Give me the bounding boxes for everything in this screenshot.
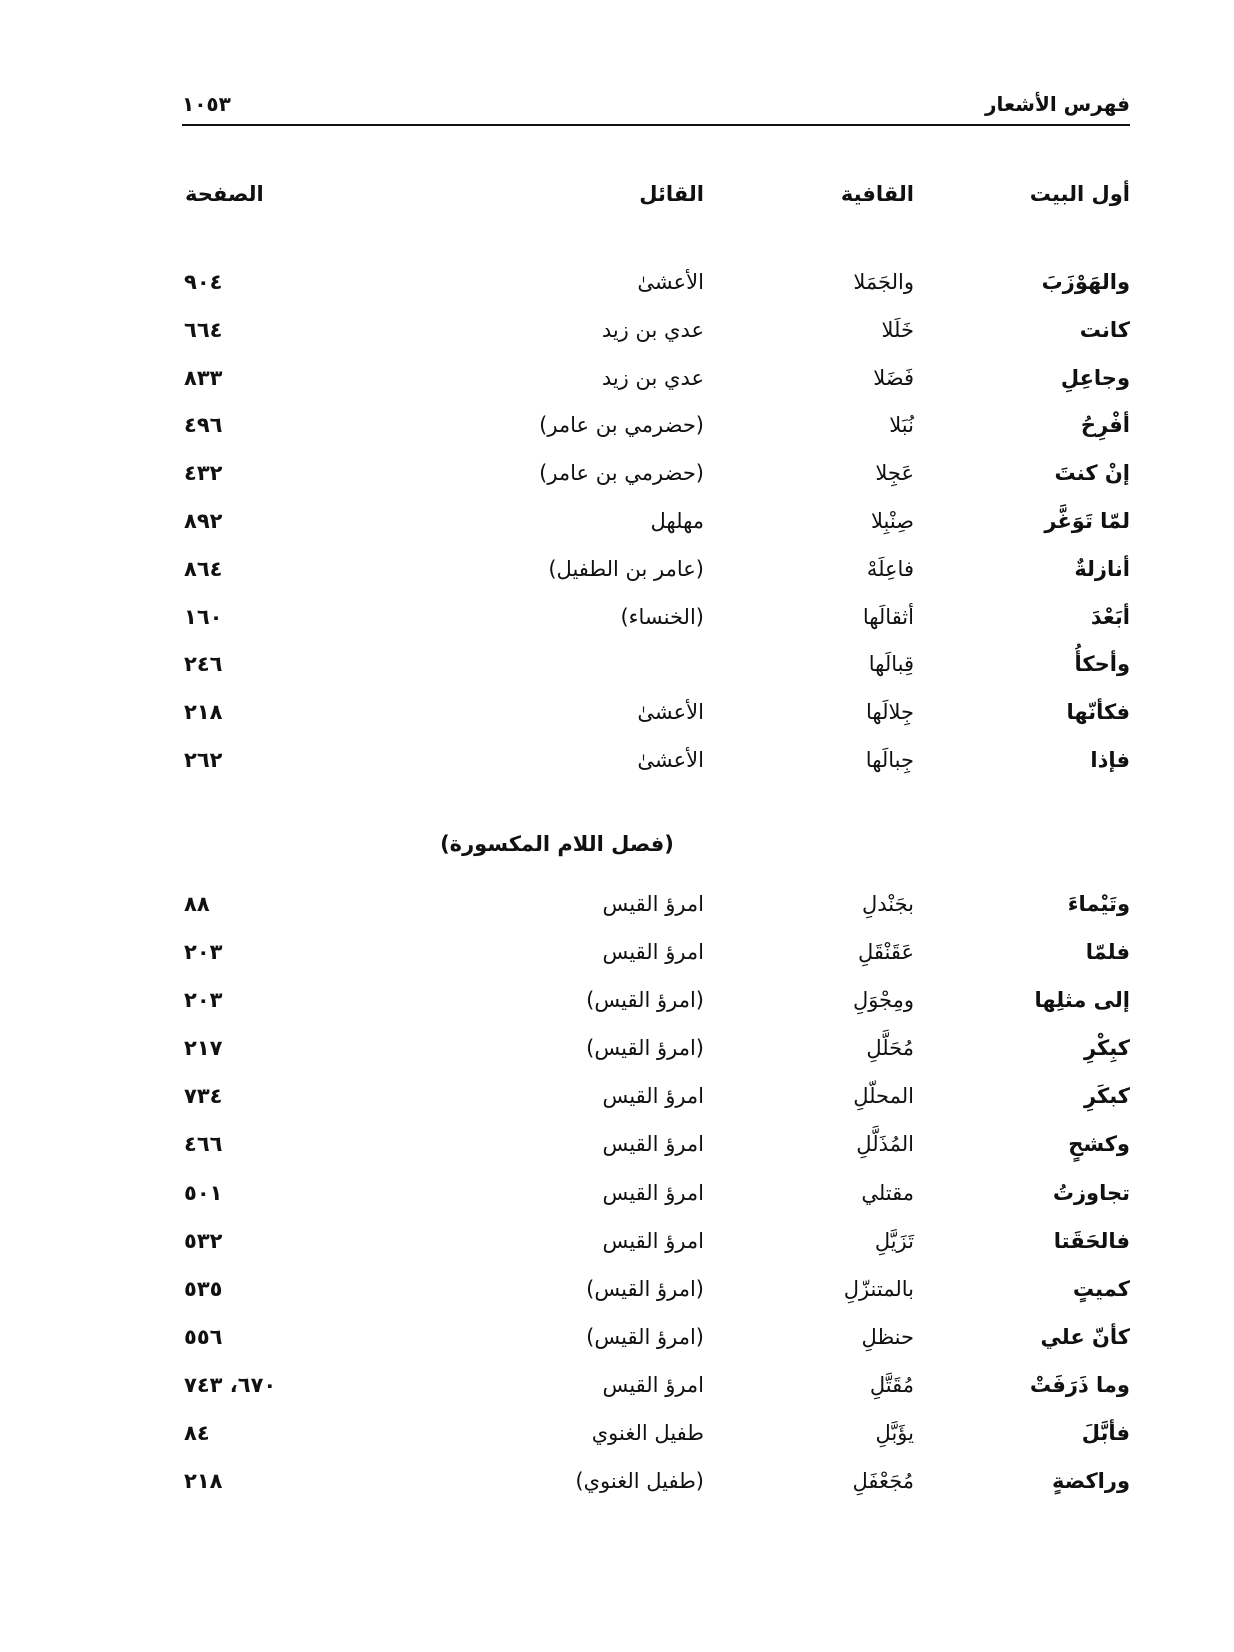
column-header-poet: القائل bbox=[639, 182, 704, 206]
poet-name: الأعشىٰ bbox=[637, 700, 704, 725]
first-word: كأنّ علي bbox=[1040, 1324, 1130, 1349]
first-word: وأحكأُ bbox=[1074, 652, 1130, 677]
column-header-page: الصفحة bbox=[185, 182, 264, 206]
rhyme-word: ومِجْوَلِ bbox=[852, 988, 914, 1013]
rhyme-word: قِبالَها bbox=[868, 652, 914, 677]
rhyme-word: حنظلِ bbox=[861, 1324, 914, 1349]
rhyme-word: فاعِلَهْ bbox=[866, 556, 914, 581]
first-word: أفْرِحُ bbox=[1080, 413, 1130, 438]
rhyme-word: المُذَلَّلِ bbox=[856, 1132, 914, 1157]
table-row bbox=[0, 652, 1234, 700]
page-ref: ٢٦٢ bbox=[184, 747, 223, 772]
poet-name: عدي بن زيد bbox=[601, 365, 704, 390]
verse-list-lam-mansuba bbox=[0, 270, 1234, 796]
poet-name: (طفيل الغنوي) bbox=[575, 1469, 704, 1494]
poet-name: امرؤ القيس bbox=[602, 1180, 704, 1205]
table-row bbox=[0, 1036, 1234, 1084]
rhyme-word: بجَنْدلِ bbox=[861, 892, 914, 916]
table-row bbox=[0, 366, 1234, 414]
page-ref: ٢١٨ bbox=[184, 1469, 223, 1494]
table-row bbox=[0, 270, 1234, 318]
first-word: أبَعْدَ bbox=[1090, 604, 1130, 629]
page-ref: ٢٠٣ bbox=[184, 940, 223, 965]
first-word: وجاعِلِ bbox=[1060, 365, 1130, 390]
page-ref: ٨٣٣ bbox=[184, 365, 223, 390]
page-ref: ٥٥٦ bbox=[184, 1324, 223, 1349]
poet-name: (امرؤ القيس) bbox=[586, 1036, 704, 1061]
table-row bbox=[0, 1421, 1234, 1469]
first-word: أنازلةٌ bbox=[1074, 556, 1130, 581]
page-ref: ٢١٧ bbox=[184, 1036, 223, 1061]
page-ref: ٢٤٦ bbox=[184, 652, 223, 677]
rhyme-word: عَجِلا bbox=[875, 461, 914, 486]
table-row bbox=[0, 1181, 1234, 1229]
first-word: والهَوْزَبَ bbox=[1041, 270, 1130, 294]
page-ref: ٨٦٤ bbox=[184, 556, 223, 581]
rhyme-word: أثقالَها bbox=[862, 604, 914, 629]
first-word: فإذا bbox=[1090, 747, 1130, 772]
rhyme-word: مُجَعْفَلِ bbox=[852, 1469, 914, 1494]
table-row bbox=[0, 605, 1234, 653]
page-ref: ٦٧٠، ٧٤٣ bbox=[184, 1372, 277, 1397]
table-row bbox=[0, 1229, 1234, 1277]
page-ref: ٧٣٤ bbox=[184, 1084, 223, 1109]
column-header-first-of-verse: أول البيت bbox=[1029, 182, 1130, 206]
page-ref: ٥٣٥ bbox=[184, 1276, 223, 1301]
first-word: فكأنّها bbox=[1066, 700, 1130, 725]
rhyme-word: فَضَلا bbox=[873, 365, 914, 390]
first-word: فلمّا bbox=[1085, 940, 1130, 965]
poet-name: (امرؤ القيس) bbox=[586, 1276, 704, 1301]
table-row bbox=[0, 461, 1234, 509]
rhyme-word: مقتلي bbox=[861, 1180, 914, 1205]
poet-name: (حضرمي بن عامر) bbox=[539, 461, 704, 486]
first-word: كميتٍ bbox=[1072, 1276, 1130, 1301]
poet-name: عدي بن زيد bbox=[601, 317, 704, 342]
first-word: وراكضةٍ bbox=[1052, 1469, 1130, 1494]
running-title: فهرس الأشعار bbox=[984, 92, 1130, 116]
table-row bbox=[0, 1084, 1234, 1132]
page-ref: ٨٨ bbox=[184, 892, 210, 916]
running-header bbox=[182, 88, 1130, 126]
poet-name: (امرؤ القيس) bbox=[586, 1324, 704, 1349]
page-ref: ٦٦٤ bbox=[184, 317, 223, 342]
rhyme-word: خَلَلا bbox=[881, 317, 914, 342]
rhyme-word: مُحَلَّلِ bbox=[866, 1036, 914, 1061]
rhyme-word: بالمتنزّلِ bbox=[843, 1276, 914, 1301]
poet-name: (حضرمي بن عامر) bbox=[539, 413, 704, 438]
table-row bbox=[0, 557, 1234, 605]
page-ref: ٨٩٢ bbox=[184, 508, 223, 533]
page-ref: ٨٤ bbox=[184, 1421, 210, 1446]
first-word: فالحَقَتا bbox=[1053, 1228, 1130, 1253]
poet-name: امرؤ القيس bbox=[602, 1228, 704, 1253]
first-word: وما ذَرَفَتْ bbox=[1029, 1372, 1130, 1397]
verse-list-lam-maksura bbox=[0, 892, 1234, 1517]
first-word: وتَيْماءَ bbox=[1067, 892, 1130, 916]
page-ref: ١٦٠ bbox=[184, 604, 223, 629]
poet-name: امرؤ القيس bbox=[602, 1372, 704, 1397]
poet-name: (الخنساء) bbox=[620, 604, 704, 629]
table-row bbox=[0, 940, 1234, 988]
poet-name: امرؤ القيس bbox=[602, 940, 704, 965]
rhyme-word: تَزَيَّلِ bbox=[874, 1228, 914, 1253]
table-row bbox=[0, 1325, 1234, 1373]
first-word: تجاوزتُ bbox=[1052, 1180, 1130, 1205]
page-ref: ٤٩٦ bbox=[184, 413, 223, 438]
table-row bbox=[0, 509, 1234, 557]
first-word: وكشحٍ bbox=[1068, 1132, 1130, 1157]
first-word: إنْ كنتَ bbox=[1054, 461, 1130, 486]
section-title: (فصل اللام المكسورة) bbox=[440, 832, 674, 856]
table-row bbox=[0, 700, 1234, 748]
rhyme-word: نُبَلا bbox=[889, 413, 914, 438]
rhyme-word: جِبالَها bbox=[865, 747, 914, 772]
page-ref: ٥٣٢ bbox=[184, 1228, 223, 1253]
poet-name: امرؤ القيس bbox=[602, 1084, 704, 1109]
page-ref: ٥٠١ bbox=[184, 1180, 223, 1205]
rhyme-word: عَقَنْقَلِ bbox=[857, 940, 914, 965]
page-ref: ٩٠٤ bbox=[184, 270, 223, 294]
poet-name: الأعشىٰ bbox=[637, 747, 704, 772]
first-word: كبكَرِ bbox=[1083, 1084, 1130, 1109]
page-ref: ٢١٨ bbox=[184, 700, 223, 725]
poet-name: (عامر بن الطفيل) bbox=[548, 556, 704, 581]
poet-name: مهلهل bbox=[650, 508, 704, 533]
rhyme-word: يؤَبَّلِ bbox=[875, 1421, 914, 1446]
table-row bbox=[0, 318, 1234, 366]
table-row bbox=[0, 1277, 1234, 1325]
table-row bbox=[0, 1469, 1234, 1517]
table-row bbox=[0, 748, 1234, 796]
table-row bbox=[0, 892, 1234, 940]
rhyme-word: المحلّلِ bbox=[853, 1084, 914, 1109]
first-word: إلى مثلِها bbox=[1034, 988, 1130, 1013]
column-headers bbox=[0, 182, 1234, 214]
poet-name: طفيل الغنوي bbox=[591, 1421, 704, 1446]
page-ref: ٢٠٣ bbox=[184, 988, 223, 1013]
rhyme-word: صِنْبِلا bbox=[870, 508, 914, 533]
table-row bbox=[0, 988, 1234, 1036]
first-word: كانت bbox=[1079, 317, 1130, 342]
first-word: كبِكْرِ bbox=[1083, 1036, 1130, 1061]
table-row bbox=[0, 413, 1234, 461]
table-row bbox=[0, 1132, 1234, 1180]
poet-name: الأعشىٰ bbox=[637, 270, 704, 294]
poet-name: (امرؤ القيس) bbox=[586, 988, 704, 1013]
rhyme-word: جِلالَها bbox=[866, 700, 914, 725]
first-word: فأبَّلَ bbox=[1081, 1421, 1130, 1446]
first-word: لمّا تَوَغَّر bbox=[1044, 508, 1130, 533]
page-ref: ٤٣٢ bbox=[184, 461, 223, 486]
column-header-rhyme: القافية bbox=[840, 182, 914, 206]
poet-name: امرؤ القيس bbox=[602, 1132, 704, 1157]
rhyme-word: مُقَتَّلِ bbox=[869, 1372, 914, 1397]
page-number: ١٠٥٣ bbox=[182, 92, 231, 116]
rhyme-word: والجَمَلا bbox=[853, 270, 914, 294]
poet-name: امرؤ القيس bbox=[602, 892, 704, 916]
page-ref: ٤٦٦ bbox=[184, 1132, 223, 1157]
table-row bbox=[0, 1373, 1234, 1421]
